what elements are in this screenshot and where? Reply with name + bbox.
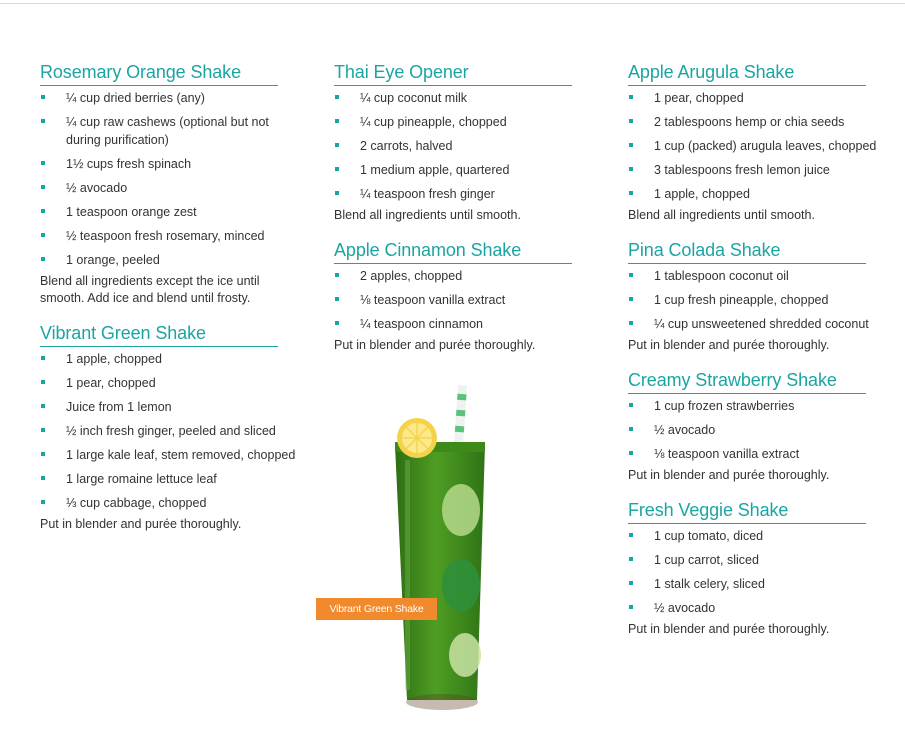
ingredient-list [628, 397, 878, 463]
ingredient-item: 1 orange, peeled [40, 251, 306, 269]
ingredient-item: ½ avocado [628, 599, 904, 617]
ingredient-item: 1 cup frozen strawberries [628, 397, 904, 415]
recipe-title: Fresh Veggie Shake [628, 498, 866, 524]
recipe-title: Pina Colada Shake [628, 238, 866, 264]
ingredient-list [628, 267, 878, 333]
ingredient-item: 1 apple, chopped [628, 185, 904, 203]
shake-glass-illustration [385, 380, 495, 720]
ingredient-list [334, 89, 584, 203]
ingredient-item: 2 tablespoons hemp or chia seeds [628, 113, 904, 131]
recipe-thai-eye-opener [334, 60, 584, 224]
recipe-fresh-veggie [628, 498, 878, 638]
ingredient-item: ½ avocado [628, 421, 904, 439]
ingredient-item: 1 cup fresh pineapple, chopped [628, 291, 904, 309]
column-right [628, 60, 878, 652]
recipe-vibrant-green [40, 321, 296, 533]
recipe-title: Apple Arugula Shake [628, 60, 866, 86]
photo-caption: Vibrant Green Shake [316, 598, 437, 620]
ingredient-item: ½ avocado [40, 179, 306, 197]
column-middle [334, 60, 584, 368]
ingredient-list [628, 89, 878, 203]
ingredient-item: 1 teaspoon orange zest [40, 203, 306, 221]
recipe-instructions: Put in blender and purée thoroughly. [628, 468, 830, 482]
ingredient-item: 1 large kale leaf, stem removed, chopped [40, 446, 328, 464]
ingredient-item: 1 cup carrot, sliced [628, 551, 904, 569]
ingredient-item: ¼ cup unsweetened shredded coconut [628, 315, 904, 333]
ingredient-item: 1 cup tomato, diced [628, 527, 904, 545]
recipe-creamy-strawberry [628, 368, 878, 484]
recipe-title: Rosemary Orange Shake [40, 60, 278, 86]
ingredient-item: ⅓ cup cabbage, chopped [40, 494, 306, 512]
ingredient-item: 3 tablespoons fresh lemon juice [628, 161, 904, 179]
ingredient-item: ¼ teaspoon cinnamon [334, 315, 600, 333]
top-divider [0, 3, 905, 4]
ingredient-item: ⅛ teaspoon vanilla extract [628, 445, 904, 463]
green-shake-photo [385, 380, 495, 720]
lemon-slice-icon [397, 418, 437, 458]
ingredient-item: 1 large romaine lettuce leaf [40, 470, 306, 488]
column-left [40, 60, 296, 547]
ingredient-item: ½ teaspoon fresh rosemary, minced [40, 227, 306, 245]
recipe-title: Creamy Strawberry Shake [628, 368, 866, 394]
recipe-pina-colada [628, 238, 878, 354]
ingredient-list [628, 527, 878, 617]
ingredient-item: ¼ teaspoon fresh ginger [334, 185, 600, 203]
recipe-title: Apple Cinnamon Shake [334, 238, 572, 264]
ingredient-item: ⅛ teaspoon vanilla extract [334, 291, 600, 309]
ingredient-item: 1 apple, chopped [40, 350, 306, 368]
recipe-instructions: Blend all ingredients until smooth. [628, 208, 815, 222]
ingredient-item: 1½ cups fresh spinach [40, 155, 306, 173]
ingredient-item: ¼ cup raw cashews (optional but not during purification) [40, 113, 281, 149]
ingredient-list [40, 350, 296, 512]
recipe-instructions: Put in blender and purée thoroughly. [628, 338, 830, 352]
ingredient-item: Juice from 1 lemon [40, 398, 306, 416]
recipe-instructions: Put in blender and purée thoroughly. [628, 622, 830, 636]
ingredient-item: 1 pear, chopped [40, 374, 306, 392]
ingredient-item: ½ inch fresh ginger, peeled and sliced [40, 422, 306, 440]
ingredient-item: ¼ cup pineapple, chopped [334, 113, 600, 131]
ingredient-item: 2 carrots, halved [334, 137, 600, 155]
ingredient-item: 1 cup (packed) arugula leaves, chopped [628, 137, 904, 155]
ingredient-item: 1 medium apple, quartered [334, 161, 600, 179]
ingredient-item: 2 apples, chopped [334, 267, 600, 285]
recipe-rosemary-orange [40, 60, 290, 307]
recipe-instructions: Blend all ingredients except the ice until smooth. Add ice and blend until frosty. [40, 274, 260, 305]
ingredient-item: 1 tablespoon coconut oil [628, 267, 904, 285]
ingredient-item: 1 stalk celery, sliced [628, 575, 904, 593]
ingredient-list [334, 267, 584, 333]
recipe-title: Vibrant Green Shake [40, 321, 278, 347]
ingredient-list [40, 89, 290, 269]
recipe-apple-cinnamon [334, 238, 584, 354]
ingredient-item: ¼ cup dried berries (any) [40, 89, 306, 107]
ingredient-item: 1 pear, chopped [628, 89, 904, 107]
recipe-instructions: Put in blender and purée thoroughly. [40, 517, 242, 531]
recipe-apple-arugula [628, 60, 878, 224]
recipe-instructions: Blend all ingredients until smooth. [334, 208, 521, 222]
ingredient-item: ¼ cup coconut milk [334, 89, 600, 107]
recipe-instructions: Put in blender and purée thoroughly. [334, 338, 536, 352]
recipe-title: Thai Eye Opener [334, 60, 572, 86]
